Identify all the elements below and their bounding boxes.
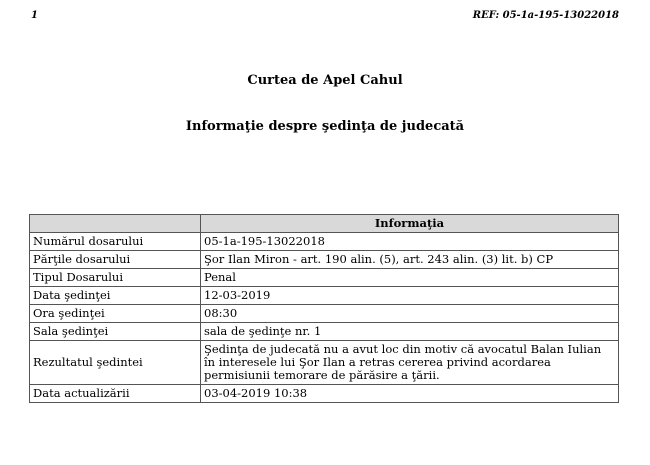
document-title: Informaţie despre şedinţa de judecată <box>185 119 465 134</box>
row-value: 12-03-2019 <box>201 287 619 305</box>
table-row <box>30 251 619 269</box>
hearing-info-table <box>29 214 619 403</box>
row-label: Ora şedinţei <box>30 305 201 323</box>
row-value: 08:30 <box>201 305 619 323</box>
row-label: Sala şedinţei <box>30 323 201 341</box>
court-name: Curtea de Apel Cahul <box>247 73 403 88</box>
table-header-row <box>30 215 619 233</box>
header-empty-cell <box>30 215 201 233</box>
table-row <box>30 233 619 251</box>
row-label: Numărul dosarului <box>30 233 201 251</box>
reference-number: REF: 05-1a-195-13022018 <box>472 10 619 21</box>
table-row <box>30 287 619 305</box>
table-row <box>30 269 619 287</box>
table-row <box>30 323 619 341</box>
row-label: Părţile dosarului <box>30 251 201 269</box>
row-value: 03-04-2019 10:38 <box>201 385 619 403</box>
row-label: Tipul Dosarului <box>30 269 201 287</box>
row-value: sala de şedinţe nr. 1 <box>201 323 619 341</box>
row-value: 05-1a-195-13022018 <box>201 233 619 251</box>
row-value: Penal <box>201 269 619 287</box>
row-value: Şedinţa de judecată nu a avut loc din motiv că avocatul Balan Iulian în interesele lui Şor Ilan a retras cererea privind acordarea permisiunii temorare de părăsire a ţării. <box>201 341 619 385</box>
row-value: Şor Ilan Miron - art. 190 alin. (5), art. 243 alin. (3) lit. b) CP <box>201 251 619 269</box>
row-label: Rezultatul şedintei <box>30 341 201 385</box>
row-label: Data actualizării <box>30 385 201 403</box>
page-number: 1 <box>31 10 38 21</box>
table-row <box>30 341 619 385</box>
row-label: Data şedinţei <box>30 287 201 305</box>
table-row <box>30 385 619 403</box>
header-information: Informaţia <box>201 215 619 233</box>
table-row <box>30 305 619 323</box>
